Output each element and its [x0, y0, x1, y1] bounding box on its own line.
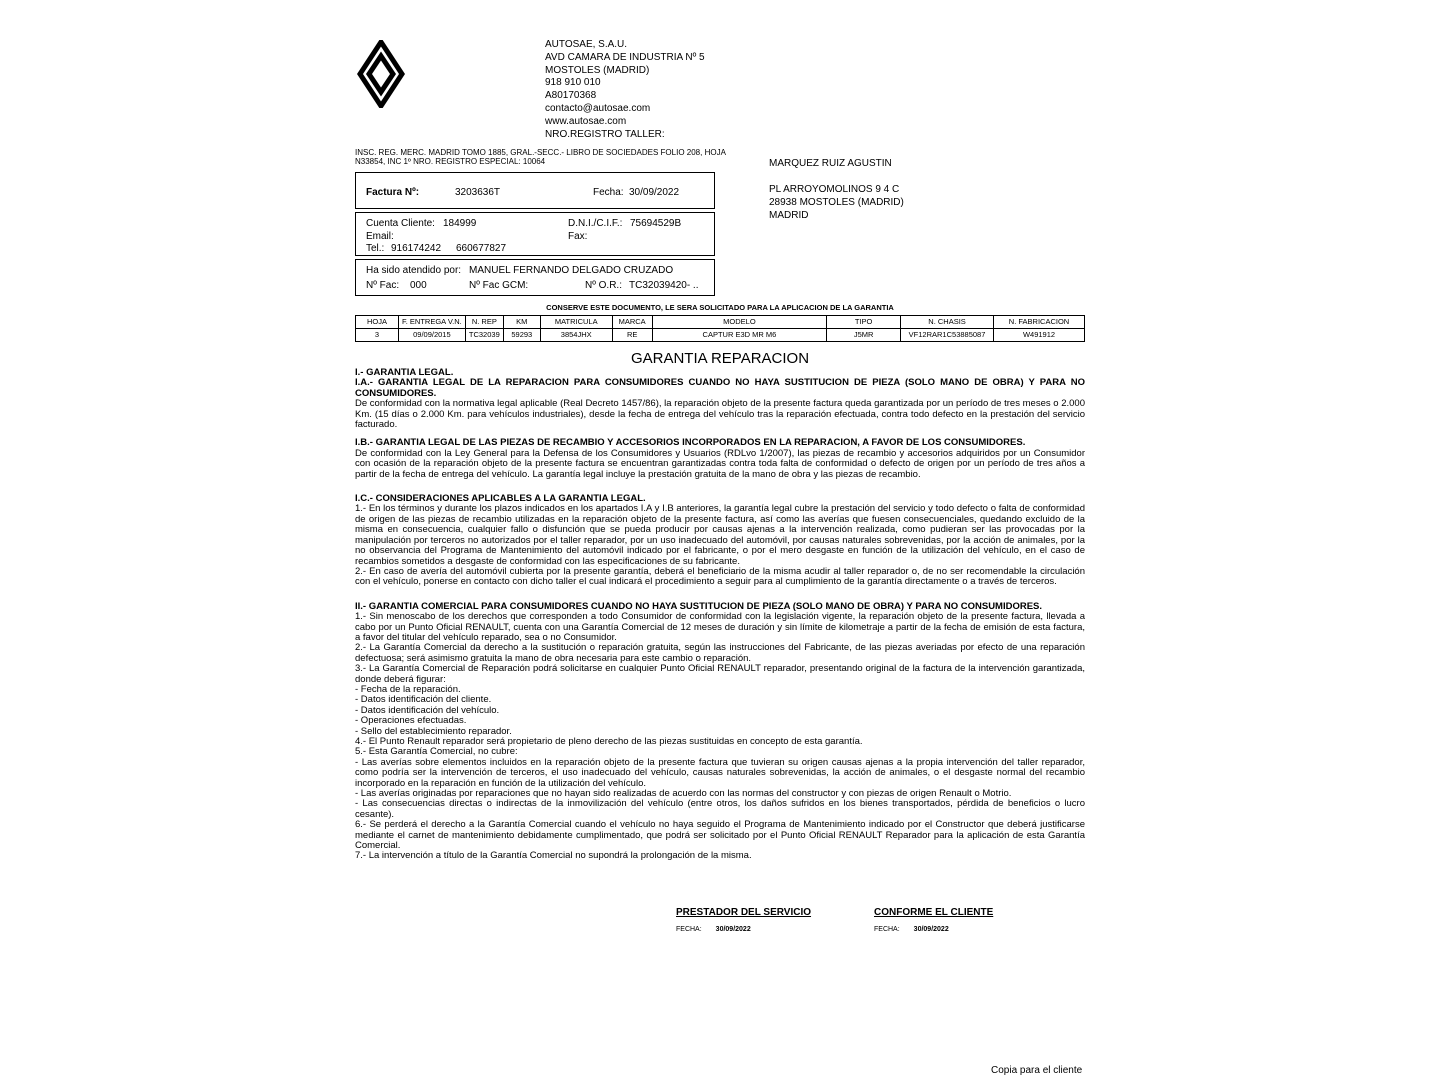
section-1c-text-1: 1.- En los términos y durante los plazos indicados en los apartados I.A y I.B anteriores, la garantía legal cubre la prestación del servicio y todo defecto o falta de conformidad de origen de las piezas de recambio utilizadas en la reparación objeto de la presente factura, así como las averías que fuesen consecuenciales, quedando excluido de la misma en consecuencia, cualquier fallo o disfunción que se pueda producir por causas ajenas a la intervención realizada, como pudieran ser las provocadas por la manipulación por terceros no autorizados por el taller reparador, por un uso inadecuado del automóvil, por causas naturales sobrevenidas, por la acción de animales, por la no observancia del Programa de Mantenimiento del automóvil indicado por el fabricante, o por el mero desgaste en función de la utilización del vehículo, en el caso de recambios sometidos a desgaste de conformidad con las especificaciones de su fabricante.	[355, 503, 1085, 567]
th-nrep: N. REP	[465, 316, 503, 329]
nfac-value: 000	[410, 280, 427, 291]
customer-address	[769, 157, 904, 222]
company-registry-label: NRO.REGISTRO TALLER:	[545, 128, 665, 140]
td-modelo: CAPTUR E3D MR M6	[652, 329, 827, 342]
section-2-line: - Las averías sobre elementos incluidos en la reparación objeto de la presente factura que tuvieran su origen causas ajenas a la propia intervención del taller reparador, como podría ser la intervención de terceros, el uso inadecuado del vehículo, causas naturales sobrevenidas, la acción de animales, o el desgaste normal del recambio incorporado en la reparación en función de la utilización del vehículo.	[355, 756, 1085, 789]
gcm-label: Nº Fac GCM:	[469, 280, 529, 291]
td-nrep: TC32039	[465, 329, 503, 342]
section-1c-text-2: 2.- En caso de avería del automóvil cubierta por la presente garantía, deberá el beneficiario de la misma acudir al taller reparador o, de no ser recomendable la circulación con el vehículo, ponerse en contacto con dicho taller el cual indicará el procedimiento a seguir para al cumplimiento de la garantía directamente o a través de terceros.	[355, 565, 1085, 588]
client-fecha-label: FECHA:	[874, 926, 900, 933]
th-entrega: F. ENTREGA V.N.	[398, 316, 465, 329]
td-hoja: 3	[356, 329, 399, 342]
section-2-line: - Operaciones efectuadas.	[355, 715, 467, 727]
section-2-heading: II.- GARANTIA COMERCIAL PARA CONSUMIDORES CUANDO NO HAYA SUSTITUCION DE PIEZA (SOLO MANO DE OBRA) Y PARA NO CONSUMIDORES.	[355, 600, 1043, 612]
section-2-line: 4.- El Punto Renault reparador será propietario de pleno derecho de las piezas sustituidas en concepto de esta garantía.	[355, 736, 863, 747]
provider-date-line	[676, 926, 751, 933]
company-phone: 918 910 010	[545, 77, 601, 89]
section-2-line: 3.- La Garantía Comercial de Reparación podrá solicitarse en cualquier Punto Oficial RENAULT reparador, presentando original de la factura de la intervención garantizada, donde deberá figurar:	[355, 663, 1085, 685]
section-1a-heading: I.A.- GARANTIA LEGAL DE LA REPARACION PARA CONSUMIDORES CUANDO NO HAYA SUSTITUCION DE PIEZA (SOLO MANO DE OBRA) Y PARA NO CONSUMIDORES.	[355, 377, 1085, 399]
company-info	[545, 39, 705, 141]
client-date-line	[874, 926, 949, 933]
invoice-date: 30/09/2022	[629, 187, 680, 198]
th-modelo: MODELO	[652, 316, 827, 329]
td-fabricacion: W491912	[994, 329, 1085, 342]
email-label: Email:	[366, 231, 394, 242]
tel-value-1: 916174242	[391, 243, 442, 254]
vehicle-table	[355, 315, 1085, 342]
nfac-label: Nº Fac:	[366, 280, 400, 291]
th-matricula: MATRICULA	[540, 316, 612, 329]
document-title: GARANTIA REPARACION	[630, 350, 810, 367]
fax-label: Fax:	[568, 231, 588, 242]
dni-value: 75694529B	[630, 218, 682, 229]
section-2-line: - Fecha de la reparación.	[355, 683, 461, 695]
td-tipo: J5MR	[827, 329, 901, 342]
td-marca: RE	[612, 329, 652, 342]
invoice-date-label: Fecha:	[593, 187, 624, 198]
section-2-line: - Las averías originadas por reparaciones que no hayan sido realizadas de acuerdo con las normas del constructor y con piezas de origen Renault o Motrio.	[355, 788, 1012, 800]
section-1c-heading: I.C.- CONSIDERACIONES APLICABLES A LA GARANTIA LEGAL.	[355, 493, 646, 505]
or-label: Nº O.R.:	[585, 280, 622, 291]
th-fabricacion: N. FABRICACION	[994, 316, 1085, 329]
section-1a-text: De conformidad con la normativa legal aplicable (Real Decreto 1457/86), la reparación objeto de la presente factura queda garantizada por un período de tres meses o 2.000 Km. (15 días o 2.000 Km. para vehículos industriales), desde la fecha de entrega del vehículo tras la reparación efectuada, contra todo defecto en la prestación del servicio facturado.	[355, 398, 1085, 431]
invoice-box	[355, 172, 715, 209]
company-name: AUTOSAE, S.A.U.	[545, 39, 628, 50]
dni-label: D.N.I./C.I.F.:	[568, 218, 623, 229]
renault-logo-icon	[356, 40, 406, 108]
invoice-label: Factura Nº:	[366, 187, 420, 198]
attended-box	[355, 259, 715, 296]
th-tipo: TIPO	[827, 316, 901, 329]
tel-label: Tel.:	[366, 243, 385, 254]
td-matricula: 3854JHX	[540, 329, 612, 342]
td-chasis: VF12RAR1C53885087	[901, 329, 994, 342]
footer-copy: Copia para el cliente	[991, 1065, 1083, 1076]
customer-postal: 28938 MOSTOLES (MADRID)	[769, 197, 904, 208]
conserve-notice: CONSERVE ESTE DOCUMENTO, LE SERA SOLICITADO PARA LA APLICACION DE LA GARANTIA	[546, 303, 894, 312]
section-2-line: 5.- Esta Garantía Comercial, no cubre:	[355, 746, 518, 758]
account-label: Cuenta Cliente:	[366, 218, 435, 229]
section-2-line: - Sello del establecimiento reparador.	[355, 725, 512, 737]
section-1b-heading: I.B.- GARANTIA LEGAL DE LAS PIEZAS DE RECAMBIO Y ACCESORIOS INCORPORADOS EN LA REPARACION, A FAVOR DE LOS CONSUMIDORES.	[355, 437, 1026, 449]
section-2-line: 1.- Sin menoscabo de los derechos que corresponden a todo Consumidor de conformidad con la legislación vigente, la reparación objeto de la presente factura, llevada a cabo por un Punto Oficial RENAULT, cuenta con una Garantía Comercial de 12 meses de duración y sin límite de kilometraje a partir de la fecha de emisión de esta factura, a favor del titular del vehículo reparado, sea o no Consumidor.	[355, 611, 1085, 643]
section-2-line: - Datos identificación del cliente.	[355, 694, 492, 706]
client-date: 30/09/2022	[913, 926, 949, 933]
company-cif: A80170368	[545, 90, 597, 102]
th-km: KM	[503, 316, 540, 329]
account-value: 184999	[443, 218, 477, 229]
td-km: 59293	[503, 329, 540, 342]
section-1-heading: I.- GARANTIA LEGAL.	[355, 367, 454, 378]
section-2-line: 6.- Se perderá el derecho a la Garantía Comercial cuando el vehículo no haya seguido el Programa de Mantenimiento indicado por el Constructor que deberá justificarse mediante el carnet de mantenimiento debidamente cumplimentado, que podrá ser solicitado por el Punto Oficial RENAULT Reparador para la aplicación de esta Garantía Comercial.	[355, 819, 1085, 852]
section-2-line: 7.- La intervención a título de la Garantía Comercial no supondrá la prolongación de la misma.	[355, 850, 752, 862]
section-1b-text: De conformidad con la Ley General para la Defensa de los Consumidores y Usuarios (RDLvo 1/2007), las piezas de recambio y accesorios adquiridos por un Consumidor con ocasión de la reparación objeto de la presente factura se encuentran garantizadas contra toda falta de conformidad o defecto de origen por un período de tres años a partir de la fecha de entrega del vehículo. La garantía legal incluye la prestación gratuita de la mano de obra y las piezas de recambio.	[355, 447, 1085, 480]
provider-signature-label: PRESTADOR DEL SERVICIO	[676, 907, 812, 918]
warranty-body	[355, 368, 1085, 862]
client-signature-label: CONFORME EL CLIENTE	[874, 907, 994, 918]
provider-date: 30/09/2022	[715, 926, 751, 933]
table-header-row	[356, 316, 1085, 329]
tel-value-2: 660677827	[456, 243, 507, 254]
customer-province: MADRID	[769, 210, 809, 221]
customer-street: PL ARROYOMOLINOS 9 4 C	[769, 184, 900, 195]
customer-name: MARQUEZ RUIZ AGUSTIN	[769, 158, 892, 169]
invoice-number: 3203636T	[455, 187, 501, 198]
registry-text: INSC. REG. MERC. MADRID TOMO 1885, GRAL.-SECC.- LIBRO DE SOCIEDADES FOLIO 208, HOJA N33854, INC 1º NRO. REGISTRO ESPECIAL: 10064	[355, 148, 726, 166]
attended-label: Ha sido atendido por:	[366, 265, 462, 276]
table-row	[356, 329, 1085, 342]
section-2-line: 2.- La Garantía Comercial da derecho a la sustitución o reparación gratuita, según las instrucciones del Fabricante, de las piezas averiadas por efecto de una reparación defectuosa; será asimismo gratuita la mano de obra necesaria para este cambio o reparación.	[355, 642, 1085, 664]
th-hoja: HOJA	[356, 316, 399, 329]
company-address: AVD CAMARA DE INDUSTRIA Nº 5	[545, 51, 705, 63]
attended-name: MANUEL FERNANDO DELGADO CRUZADO	[469, 265, 674, 276]
th-chasis: N. CHASIS	[901, 316, 994, 329]
th-marca: MARCA	[612, 316, 652, 329]
company-web: www.autosae.com	[545, 115, 627, 127]
section-2-line: - Las consecuencias directas o indirectas de la inmovilización del vehículo (entre otros, los daños sufridos en los bienes transportados, pérdida de beneficios o lucro cesante).	[355, 798, 1085, 820]
or-value: TC32039420- ..	[629, 280, 699, 291]
td-entrega: 09/09/2015	[398, 329, 465, 342]
section-2-line: - Datos identificación del vehículo.	[355, 704, 500, 716]
provider-fecha-label: FECHA:	[676, 926, 702, 933]
company-email: contacto@autosae.com	[545, 102, 651, 114]
company-city: MOSTOLES (MADRID)	[545, 64, 650, 76]
client-box	[355, 212, 715, 256]
